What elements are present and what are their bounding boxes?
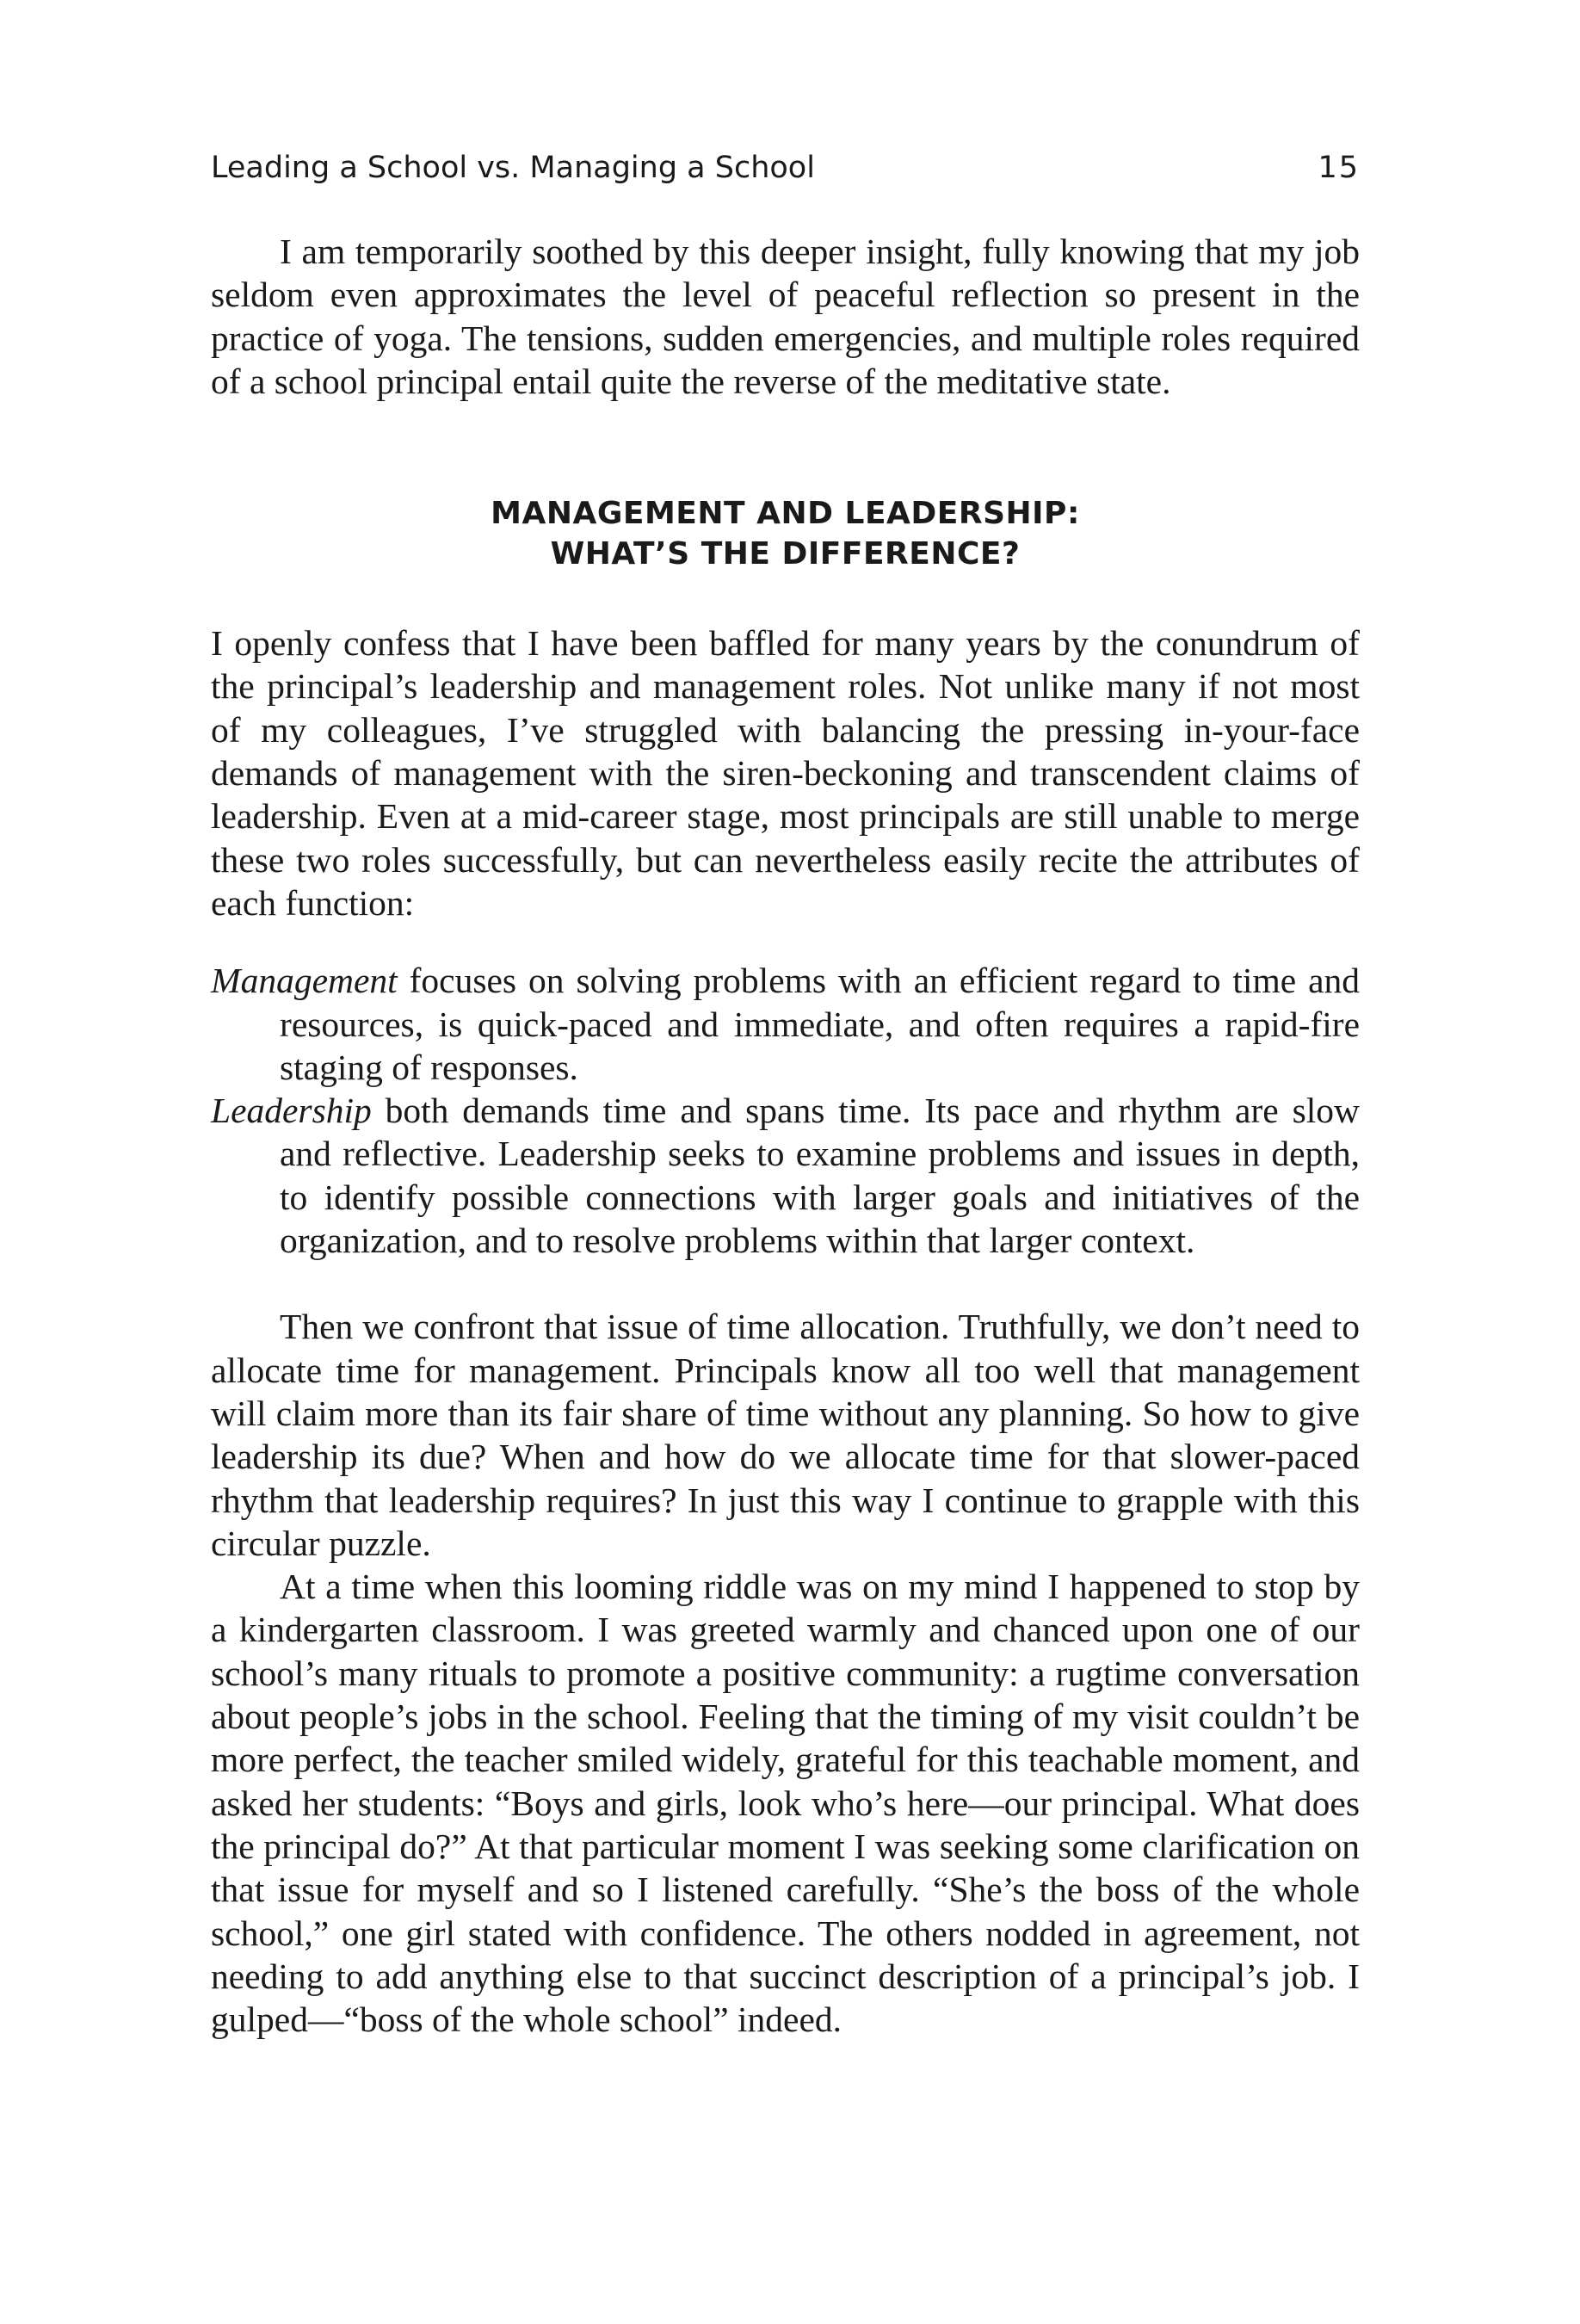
definition-text: both demands time and spans time. Its pace and rhythm are slow and reflective. Leadership seeks to examine problems and issues in depth, to identify possible connections with larger goals and initiatives of the organization, and to resolve problems within that larger context.: [280, 1091, 1360, 1261]
section-paragraph-3: At a time when this looming riddle was on my mind I happened to stop by a kindergarten classroom. I was greeted warmly and chanced upon one of our school’s many rituals to promote a positive community: a rugtime conversation about people’s jobs in the school. Feeling that the timing of my visit couldn’t be more perfect, the teacher smiled widely, grateful for this teachable moment, and asked her students: “Boys and girls, look who’s here—our principal. What does the principal do?” At that particular moment I was seeking some clarification on that issue for myself and so I listened carefully. “She’s the boss of the whole school,” one girl stated with confidence. The others nodded in agreement, not needing to add anything else to that succinct description of a principal’s job. I gulped—“boss of the whole school” indeed.: [211, 1567, 1360, 2040]
book-page: [211, 151, 1360, 2041]
definition-list: [211, 959, 1360, 1262]
section-heading: [211, 493, 1360, 574]
section-paragraph-1: I openly confess that I have been baffled for many years by the conundrum of the principal’s leadership and management roles. Not unlike many if not most of my colleagues, I’ve struggled with balancing the pressing in-your-face demands of management with the siren-beckoning and transcendent claims of leadership. Even at a mid-career stage, most principals are still unable to merge these two roles successfully, but can nevertheless easily recite the attributes of each function:: [211, 623, 1360, 923]
definition-item-management: [211, 959, 1360, 1089]
definition-text: focuses on solving problems with an efficient regard to time and resources, is quick-paced and immediate, and often requires a rapid-fire staging of responses.: [280, 961, 1360, 1087]
intro-paragraph: I am temporarily soothed by this deeper insight, fully knowing that my job seldom even approximates the level of peaceful reflection so present in the practice of yoga. The tensions, sudden emergencies, and multiple roles required of a school principal entail quite the reverse of the meditative state.: [211, 232, 1360, 401]
definition-item-leadership: [211, 1089, 1360, 1262]
definition-term: Management: [211, 961, 398, 1001]
page-number: 15: [1318, 151, 1360, 185]
section-heading-line-1: MANAGEMENT AND LEADERSHIP:: [491, 496, 1080, 532]
section-paragraph-2: Then we confront that issue of time allocation. Truthfully, we don’t need to allocate time for management. Principals know all too well that management will claim more than its fair share of time without any planning. So how to give leadership its due? When and how do we allocate time for that slower-paced rhythm that leadership requires? In just this way I continue to grapple with this circular puzzle.: [211, 1307, 1360, 1563]
section-heading-line-2: WHAT’S THE DIFFERENCE?: [550, 536, 1021, 572]
running-head: [211, 151, 1360, 185]
running-head-title: Leading a School vs. Managing a School: [211, 151, 815, 185]
definition-term: Leadership: [211, 1091, 372, 1131]
